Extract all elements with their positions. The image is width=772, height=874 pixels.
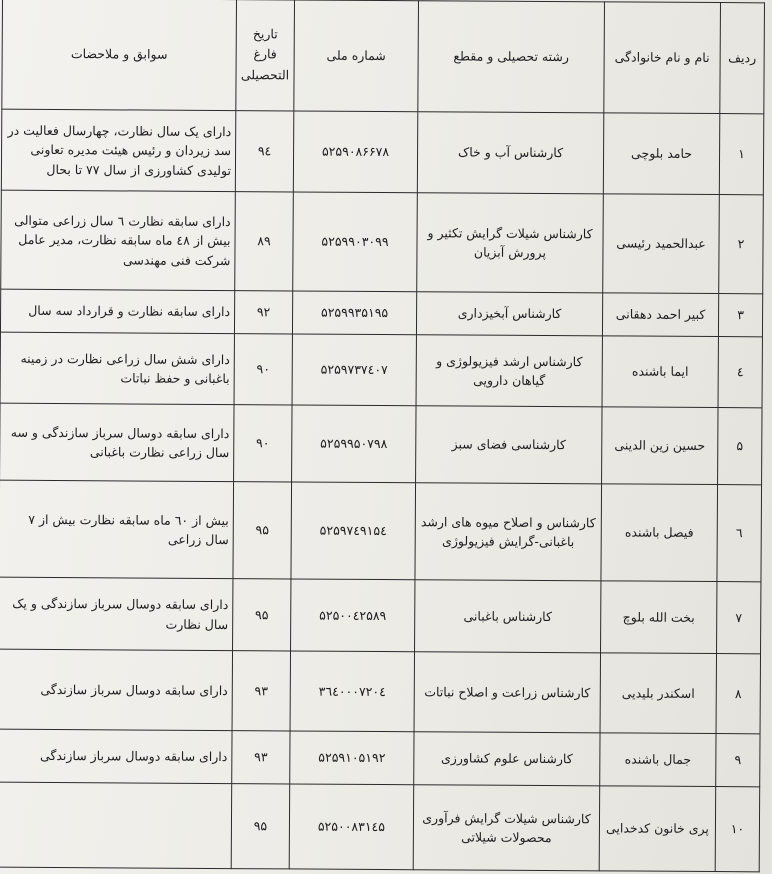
cell-name: ایما باشنده <box>602 335 718 407</box>
cell-grad-date: ۹۰ <box>234 333 292 405</box>
cell-national-id: ۵۲۵۹۱۰۵۱۹۲ <box>290 731 414 785</box>
cell-index: ٦ <box>717 485 762 583</box>
cell-grad-date: ۹۲ <box>234 290 292 333</box>
cell-index: ۱۰ <box>715 787 760 872</box>
cell-grad-date: ۸۹ <box>235 192 294 291</box>
cell-notes <box>0 782 232 868</box>
header-field: رشته تحصیلی و مقطع <box>418 1 605 113</box>
cell-national-id: ۳٦٤۰۰۰۷۲۰٤ <box>290 651 414 732</box>
cell-field: کارشناس و اصلاح میوه های ارشد باغبانی-گرایش فیزیولوژی <box>415 483 602 581</box>
cell-national-id: ۵۲۵۹۷٤۹۱۵٤ <box>291 482 416 580</box>
header-notes: سوابق و ملاحضات <box>2 0 237 110</box>
table-row <box>0 649 761 733</box>
cell-notes: دارای یک سال نظارت، چهارسال فعالیت در سد زیردان و رئیس هیئت مدیره تعاونی تولیدی کشاورزی از سال ۷۷ تا بحال <box>1 109 235 192</box>
cell-notes: دارای سابقه دوسال سرباز سازندگی <box>0 649 233 730</box>
cell-national-id: ۵۲۵۰۰۸۳۱٤۵ <box>289 784 414 870</box>
cell-field: کارشناسی فضای سبز <box>416 406 602 484</box>
cell-name: جمال باشنده <box>600 733 716 787</box>
cell-field: کارشناس باغبانی <box>415 580 601 653</box>
header-row <box>2 0 765 113</box>
table-row <box>1 109 763 196</box>
cell-name: فیصل باشنده <box>601 484 718 582</box>
cell-grad-date: ۹۳ <box>232 730 290 784</box>
table-row <box>0 577 761 653</box>
cell-field: کارشناس آب و خاک <box>417 111 603 194</box>
cell-name: حسین زین الدینی <box>602 407 718 484</box>
cell-national-id: ۵۲۵۹۹۵۰۷۹۸ <box>292 405 416 483</box>
cell-name: اسکندر بلیدیی <box>600 653 716 734</box>
cell-index: ۸ <box>716 653 760 733</box>
table-row <box>0 289 762 337</box>
cell-name: بخت الله بلوچ <box>601 581 717 653</box>
cell-notes: دارای سابقه دوسال سرباز سازندگی و یک سال نظارت <box>0 577 233 650</box>
cell-field: کارشناس آبخیزداری <box>416 291 602 335</box>
cell-grad-date: ۹۳ <box>232 651 290 731</box>
cell-field: کارشناس علوم کشاورزی <box>414 731 600 785</box>
cell-grad-date: ۹۰ <box>234 405 292 482</box>
cell-name: حامد بلوچی <box>603 112 719 195</box>
cell-field: کارشناس زراعت و اصلاح نباتات <box>414 652 600 733</box>
cell-index: ۲ <box>719 195 764 294</box>
cell-grad-date: ۹۵ <box>231 784 290 869</box>
cell-national-id: ۵۲۵۹۷۳۷٤۰۷ <box>292 334 416 406</box>
cell-index: ۱ <box>719 113 763 195</box>
cell-notes: دارای سابقه نظارت ٦ سال زراعی متوالی بیش از ٤۸ ماه سابقه نظارت، مدیر عامل شرکت فنی مهندسی <box>1 191 236 291</box>
cell-grad-date: ۹٤ <box>235 110 293 192</box>
cell-name: پری خانون کدخدایی <box>599 786 716 872</box>
cell-national-id: ۵۲۵۹۹۳۵۱۹۵ <box>292 291 416 335</box>
cell-name: کبیر احمد دهقانی <box>602 293 718 337</box>
table-row <box>0 332 762 408</box>
cell-index: ٤ <box>718 336 762 408</box>
table-row <box>0 480 762 582</box>
cell-grad-date: ۹۵ <box>233 482 292 580</box>
cell-index: ۳ <box>718 293 762 336</box>
cell-field: کارشناس ارشد فیزیولوژی و گیاهان دارویی <box>416 334 602 407</box>
cell-national-id: ۵۲۵۹۰۸۶۶۷۸ <box>293 110 417 193</box>
cell-name: عبدالحمید رئیسی <box>603 194 720 293</box>
cell-notes: دارای سابقه نظارت و قرارداد سه سال <box>0 289 234 333</box>
table-row <box>0 729 760 787</box>
cell-index: ۷ <box>717 582 761 654</box>
cell-notes: دارای شش سال زراعی نظارت در زمینه باغبانی و حفظ نباتات <box>0 332 234 405</box>
cell-field: کارشناس شیلات گرایش فرآوری محصولات شیلاتی <box>413 785 600 871</box>
cell-notes: بیش از ٦۰ ماه سابقه نظارت بیش از ۷ سال زراعی <box>0 480 234 579</box>
header-name: نام و نام خانوادگی <box>604 2 721 113</box>
table-row <box>0 403 762 484</box>
cell-index: ۵ <box>718 408 762 485</box>
cell-grad-date: ۹۵ <box>233 579 291 651</box>
table-row <box>1 191 764 294</box>
header-index: ردیف <box>720 3 765 114</box>
cell-national-id: ۵۲۵۹۹۰۳۰۹۹ <box>293 192 418 291</box>
table-row <box>0 782 760 872</box>
cell-notes: دارای سابقه دوسال سرباز سازندگی <box>0 729 232 784</box>
cell-index: ۹ <box>716 733 760 786</box>
cell-notes: دارای سابقه دوسال سرباز سازندگی و سه سال زراعی نظارت باغبانی <box>0 403 234 481</box>
cell-field: کارشناس شیلات گرایش تکثیر و پرورش آبزیان <box>417 193 604 292</box>
cell-national-id: ۵۲۵۰۰٤۲۵۸۹ <box>291 579 415 651</box>
header-national-id: شماره ملی <box>294 0 419 111</box>
header-grad-date: تاریخ فارغ التحصیلی <box>236 0 295 110</box>
